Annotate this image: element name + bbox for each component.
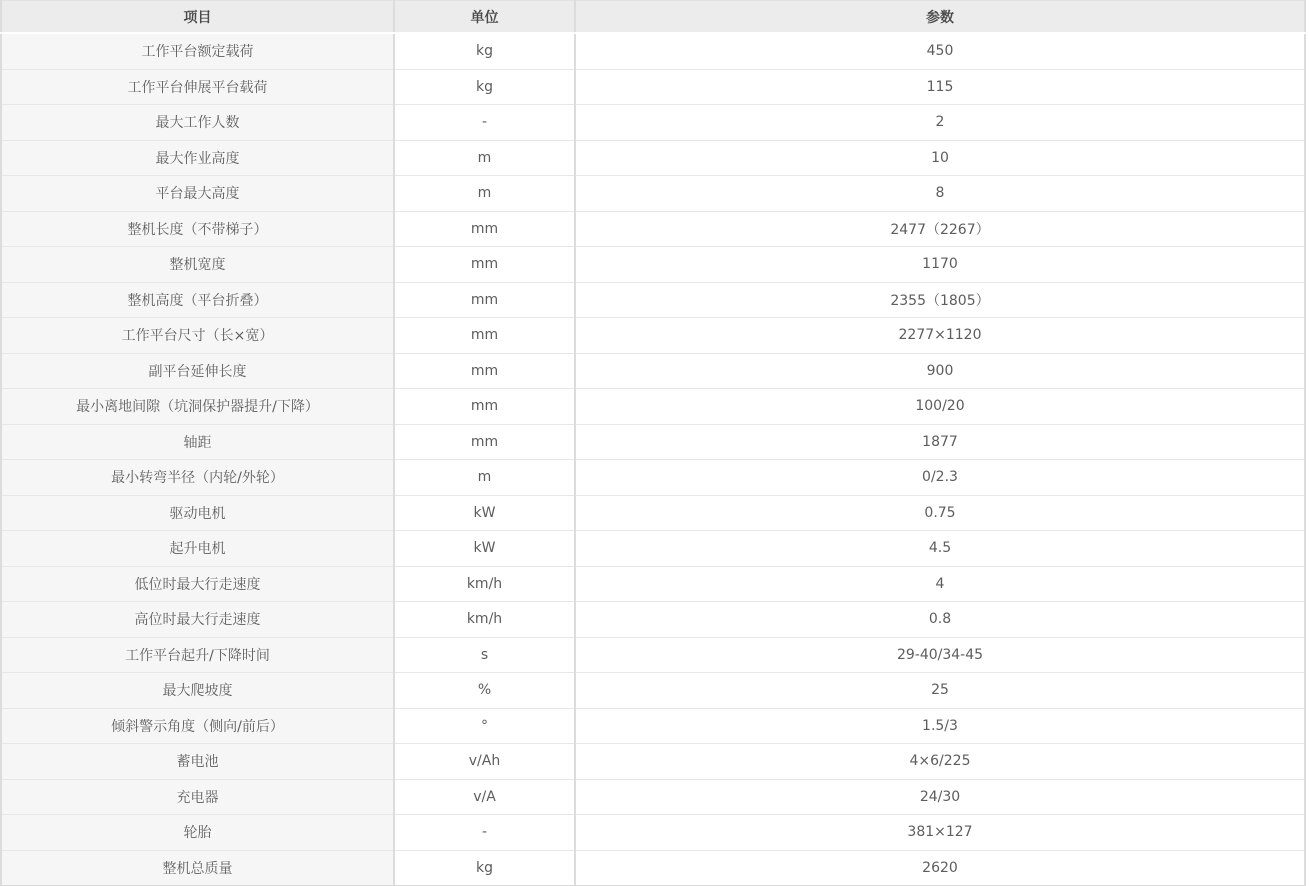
spec-value-cell: 1170 <box>575 247 1305 283</box>
table-row <box>1 282 1305 318</box>
table-row <box>1 247 1305 283</box>
spec-unit-cell: kg <box>394 850 575 886</box>
spec-value-cell: 0.8 <box>575 602 1305 638</box>
spec-item-cell: 工作平台伸展平台载荷 <box>1 69 394 105</box>
spec-value-cell: 4 <box>575 566 1305 602</box>
table-row <box>1 389 1305 425</box>
spec-unit-cell: s <box>394 637 575 673</box>
spec-unit-cell: ° <box>394 708 575 744</box>
spec-item-cell: 平台最大高度 <box>1 176 394 212</box>
table-row <box>1 673 1305 709</box>
spec-item-cell: 整机长度（不带梯子） <box>1 211 394 247</box>
spec-value-cell: 8 <box>575 176 1305 212</box>
spec-unit-cell: v/A <box>394 779 575 815</box>
spec-value-cell: 1.5/3 <box>575 708 1305 744</box>
table-row <box>1 105 1305 141</box>
spec-value-cell: 115 <box>575 69 1305 105</box>
spec-item-cell: 最小转弯半径（内轮/外轮） <box>1 460 394 496</box>
spec-value-cell: 2620 <box>575 850 1305 886</box>
spec-item-cell: 起升电机 <box>1 531 394 567</box>
column-header-parameter: 参数 <box>575 1 1305 34</box>
spec-value-cell: 2 <box>575 105 1305 141</box>
spec-item-cell: 整机高度（平台折叠） <box>1 282 394 318</box>
spec-item-cell: 驱动电机 <box>1 495 394 531</box>
header-row <box>1 1 1305 34</box>
spec-value-cell: 4×6/225 <box>575 744 1305 780</box>
spec-unit-cell: kW <box>394 531 575 567</box>
table-row <box>1 815 1305 851</box>
spec-value-cell: 2277×1120 <box>575 318 1305 354</box>
spec-value-cell: 2355（1805） <box>575 282 1305 318</box>
spec-item-cell: 轴距 <box>1 424 394 460</box>
spec-value-cell: 0/2.3 <box>575 460 1305 496</box>
table-row <box>1 353 1305 389</box>
spec-value-cell: 900 <box>575 353 1305 389</box>
spec-item-cell: 整机宽度 <box>1 247 394 283</box>
spec-item-cell: 副平台延伸长度 <box>1 353 394 389</box>
spec-item-cell: 最小离地间隙（坑洞保护器提升/下降） <box>1 389 394 425</box>
table-row <box>1 495 1305 531</box>
spec-unit-cell: m <box>394 140 575 176</box>
spec-unit-cell: mm <box>394 389 575 425</box>
spec-value-cell: 25 <box>575 673 1305 709</box>
column-header-unit: 单位 <box>394 1 575 34</box>
spec-unit-cell: - <box>394 815 575 851</box>
table-row <box>1 637 1305 673</box>
spec-unit-cell: - <box>394 105 575 141</box>
spec-item-cell: 整机总质量 <box>1 850 394 886</box>
spec-item-cell: 充电器 <box>1 779 394 815</box>
table-row <box>1 602 1305 638</box>
spec-item-cell: 工作平台尺寸（长×宽） <box>1 318 394 354</box>
spec-unit-cell: m <box>394 176 575 212</box>
spec-unit-cell: kW <box>394 495 575 531</box>
spec-item-cell: 最大工作人数 <box>1 105 394 141</box>
table-row <box>1 33 1305 69</box>
table-row <box>1 531 1305 567</box>
table-row <box>1 850 1305 886</box>
spec-value-cell: 24/30 <box>575 779 1305 815</box>
spec-item-cell: 工作平台起升/下降时间 <box>1 637 394 673</box>
spec-item-cell: 最大爬坡度 <box>1 673 394 709</box>
spec-unit-cell: v/Ah <box>394 744 575 780</box>
table-row <box>1 744 1305 780</box>
table-row <box>1 460 1305 496</box>
table-row <box>1 424 1305 460</box>
table-row <box>1 176 1305 212</box>
spec-item-cell: 倾斜警示角度（侧向/前后） <box>1 708 394 744</box>
spec-value-cell: 100/20 <box>575 389 1305 425</box>
spec-table-header <box>1 1 1305 34</box>
spec-item-cell: 蓄电池 <box>1 744 394 780</box>
spec-unit-cell: mm <box>394 282 575 318</box>
table-row <box>1 140 1305 176</box>
spec-unit-cell: kg <box>394 33 575 69</box>
spec-unit-cell: % <box>394 673 575 709</box>
spec-value-cell: 29-40/34-45 <box>575 637 1305 673</box>
spec-item-cell: 高位时最大行走速度 <box>1 602 394 638</box>
spec-unit-cell: km/h <box>394 566 575 602</box>
table-row <box>1 318 1305 354</box>
spec-unit-cell: mm <box>394 424 575 460</box>
spec-unit-cell: km/h <box>394 602 575 638</box>
spec-unit-cell: mm <box>394 211 575 247</box>
column-header-item: 项目 <box>1 1 394 34</box>
spec-value-cell: 450 <box>575 33 1305 69</box>
spec-value-cell: 381×127 <box>575 815 1305 851</box>
spec-item-cell: 轮胎 <box>1 815 394 851</box>
table-row <box>1 211 1305 247</box>
table-row <box>1 708 1305 744</box>
spec-unit-cell: m <box>394 460 575 496</box>
spec-unit-cell: mm <box>394 318 575 354</box>
spec-value-cell: 0.75 <box>575 495 1305 531</box>
spec-value-cell: 4.5 <box>575 531 1305 567</box>
spec-value-cell: 2477（2267） <box>575 211 1305 247</box>
table-row <box>1 566 1305 602</box>
spec-table-body <box>1 33 1305 886</box>
spec-item-cell: 最大作业高度 <box>1 140 394 176</box>
spec-unit-cell: mm <box>394 353 575 389</box>
spec-unit-cell: mm <box>394 247 575 283</box>
spec-value-cell: 1877 <box>575 424 1305 460</box>
spec-value-cell: 10 <box>575 140 1305 176</box>
spec-item-cell: 低位时最大行走速度 <box>1 566 394 602</box>
spec-item-cell: 工作平台额定载荷 <box>1 33 394 69</box>
table-row <box>1 779 1305 815</box>
spec-unit-cell: kg <box>394 69 575 105</box>
table-row <box>1 69 1305 105</box>
